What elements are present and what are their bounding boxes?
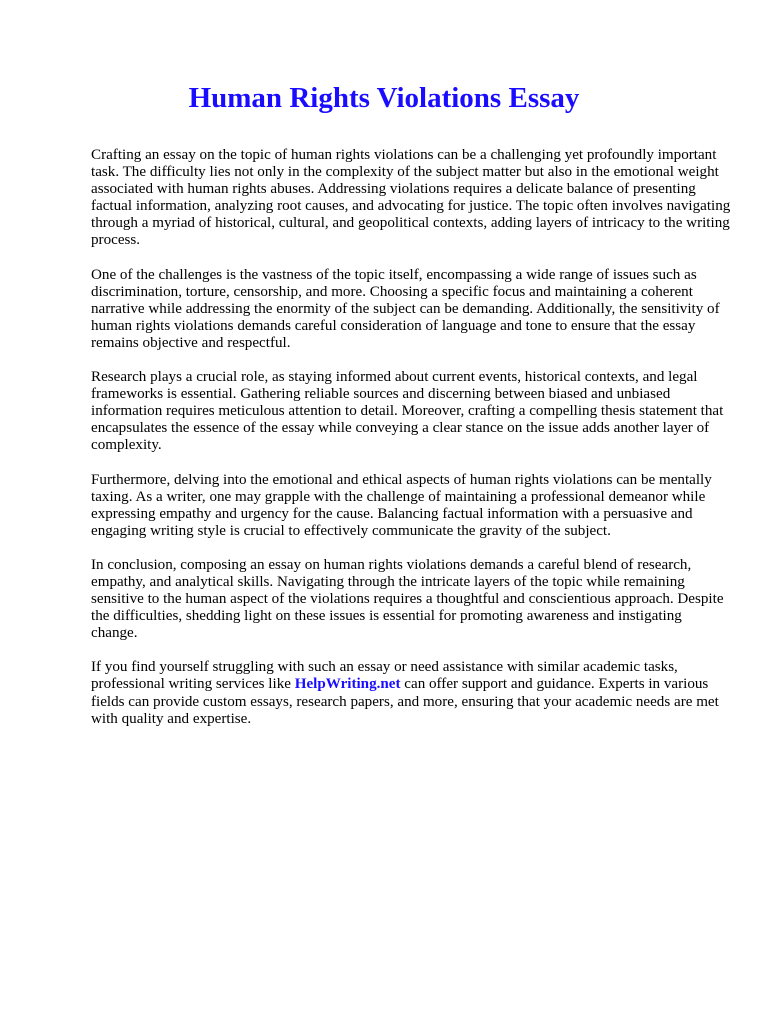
- document-title: Human Rights Violations Essay: [188, 82, 580, 114]
- paragraph-6-text-after-link: can offer support and guidance. Experts in various fields can provide custom essays, research papers, and more, ensuring that your academic needs are met with quality and expertise.: [91, 676, 719, 727]
- paragraph-6-text-before-link: If you find yourself struggling with such an essay or need assistance with similar academic tasks, professional writing services like: [91, 659, 678, 693]
- helpwriting-link[interactable]: HelpWriting.net: [294, 676, 401, 693]
- paragraph-4: Furthermore, delving into the emotional and ethical aspects of human rights violations can be mentally taxing. As a writer, one may grapple with the challenge of maintaining a professional demeanor while expressing empathy and urgency for the cause. Balancing factual information with a persuasive and engaging writing style is crucial to effectively communicate the gravity of the subject.: [91, 471, 712, 539]
- paragraph-1: Crafting an essay on the topic of human rights violations can be a challenging yet profoundly important task. The difficulty lies not only in the complexity of the subject matter but also in the emotional weight associated with human rights abuses. Addressing violations requires a delicate balance of presenting factual information, analyzing root causes, and advocating for justice. The topic often involves navigating through a myriad of historical, cultural, and geopolitical contexts, adding layers of intricacy to the writing process.: [91, 147, 731, 249]
- document-body: [91, 147, 731, 745]
- paragraph-2: One of the challenges is the vastness of the topic itself, encompassing a wide range of issues such as discrimination, torture, censorship, and more. Choosing a specific focus and maintaining a coherent narrative while addressing the enormity of the subject can be demanding. Additionally, the sensitivity of human rights violations demands careful consideration of language and tone to ensure that the essay remains objective and respectful.: [91, 266, 720, 351]
- paragraph-5: In conclusion, composing an essay on human rights violations demands a careful blend of research, empathy, and analytical skills. Navigating through the intricate layers of the topic while remaining sensitive to the human aspect of the violations requires a thoughtful and conscientious approach. Despite the difficulties, shedding light on these issues is essential for promoting awareness and instigating change.: [91, 556, 724, 642]
- paragraph-3: Research plays a crucial role, as staying informed about current events, historical contexts, and legal frameworks is essential. Gathering reliable sources and discerning between biased and unbiased information requires meticulous attention to detail. Moreover, crafting a compelling thesis statement that encapsulates the essence of the essay while conveying a clear stance on the issue adds another layer of complexity.: [91, 369, 724, 454]
- paragraph-6: [91, 659, 731, 727]
